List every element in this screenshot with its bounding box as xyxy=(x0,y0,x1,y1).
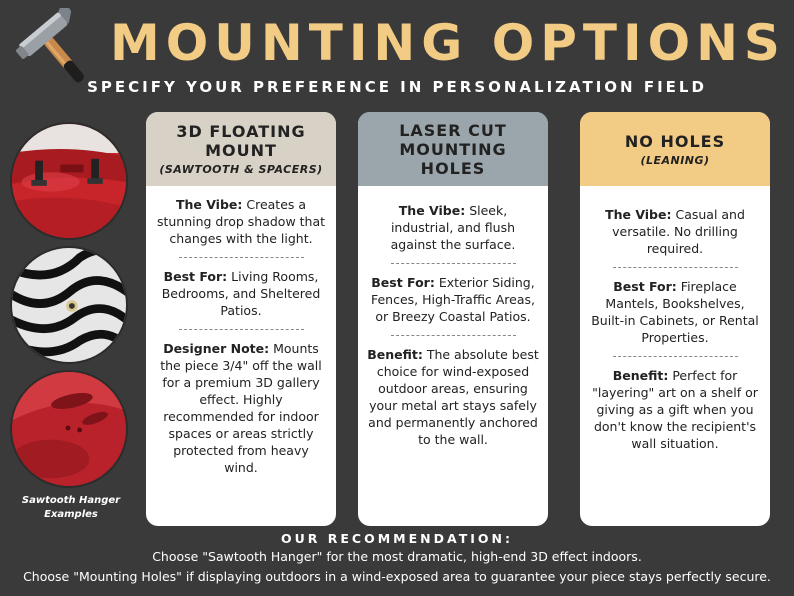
divider xyxy=(391,335,516,336)
vibe-text: The Vibe: Creates a stunning drop shadow that changes with the light. xyxy=(156,197,326,246)
vibe-text: The Vibe: Casual and versatile. No drilling required. xyxy=(605,207,745,256)
card-subtitle: (LEANING) xyxy=(640,153,710,167)
card-subtitle: (SAWTOOTH & SPACERS) xyxy=(159,163,323,176)
card-body xyxy=(146,186,336,476)
example-image-red-holes xyxy=(10,370,128,488)
card-header xyxy=(580,112,770,186)
benefit-text: Benefit: The absolute best choice for wind-exposed outdoor areas, ensuring your metal art stays safely and permanently anchored to the wall. xyxy=(367,347,539,447)
recommendation-title: OUR RECOMMENDATION: xyxy=(281,531,513,546)
sawtooth-examples xyxy=(10,122,132,522)
example-image-black-sawtooth xyxy=(10,246,128,364)
designer-note-text: Designer Note: Mounts the piece 3/4" off the wall for a premium 3D gallery effect. Highly recommended for indoor spaces or areas strictly protected from heavy wind. xyxy=(160,341,322,475)
best-for-text: Best For: Exterior Siding, Fences, High-Traffic Areas, or Breezy Coastal Patios. xyxy=(370,275,535,324)
vibe-text: The Vibe: Sleek, industrial, and flush against the surface. xyxy=(390,203,516,252)
hammer-icon xyxy=(14,8,100,88)
card-header xyxy=(146,112,336,186)
option-card-mounting-holes xyxy=(358,112,548,526)
recommendation-line-1: Choose "Sawtooth Hanger" for the most dramatic, high-end 3D effect indoors. xyxy=(152,549,642,564)
card-header xyxy=(358,112,548,186)
recommendation-line-2: Choose "Mounting Holes" if displaying outdoors in a wind-exposed area to guarantee your piece stays perfectly secure. xyxy=(23,569,771,584)
best-for-text: Best For: Living Rooms, Bedrooms, and Sheltered Patios. xyxy=(161,269,321,318)
page-title: MOUNTING OPTIONS xyxy=(110,14,786,72)
recommendation xyxy=(0,531,794,587)
divider xyxy=(613,356,738,357)
option-card-floating-mount xyxy=(146,112,336,526)
best-for-text: Best For: Fireplace Mantels, Bookshelves, Built-in Cabinets, or Rental Properties. xyxy=(591,279,759,345)
divider xyxy=(179,329,304,330)
page-subtitle: SPECIFY YOUR PREFERENCE IN PERSONALIZATION FIELD xyxy=(87,78,707,96)
card-body xyxy=(358,186,548,448)
card-title: 3D FLOATING MOUNT xyxy=(176,122,306,160)
examples-caption: Sawtooth Hanger Examples xyxy=(21,495,121,520)
benefit-text: Benefit: Perfect for "layering" art on a shelf or giving as a gift when you don't know the recipient's wall situation. xyxy=(592,368,758,451)
divider xyxy=(391,263,516,264)
option-card-no-holes xyxy=(580,112,770,526)
divider xyxy=(613,267,738,268)
divider xyxy=(179,257,304,258)
card-title: LASER CUT MOUNTING HOLES xyxy=(399,120,507,178)
example-image-red-spacers xyxy=(10,122,128,240)
card-body xyxy=(580,186,770,452)
card-title: NO HOLES xyxy=(624,131,726,151)
